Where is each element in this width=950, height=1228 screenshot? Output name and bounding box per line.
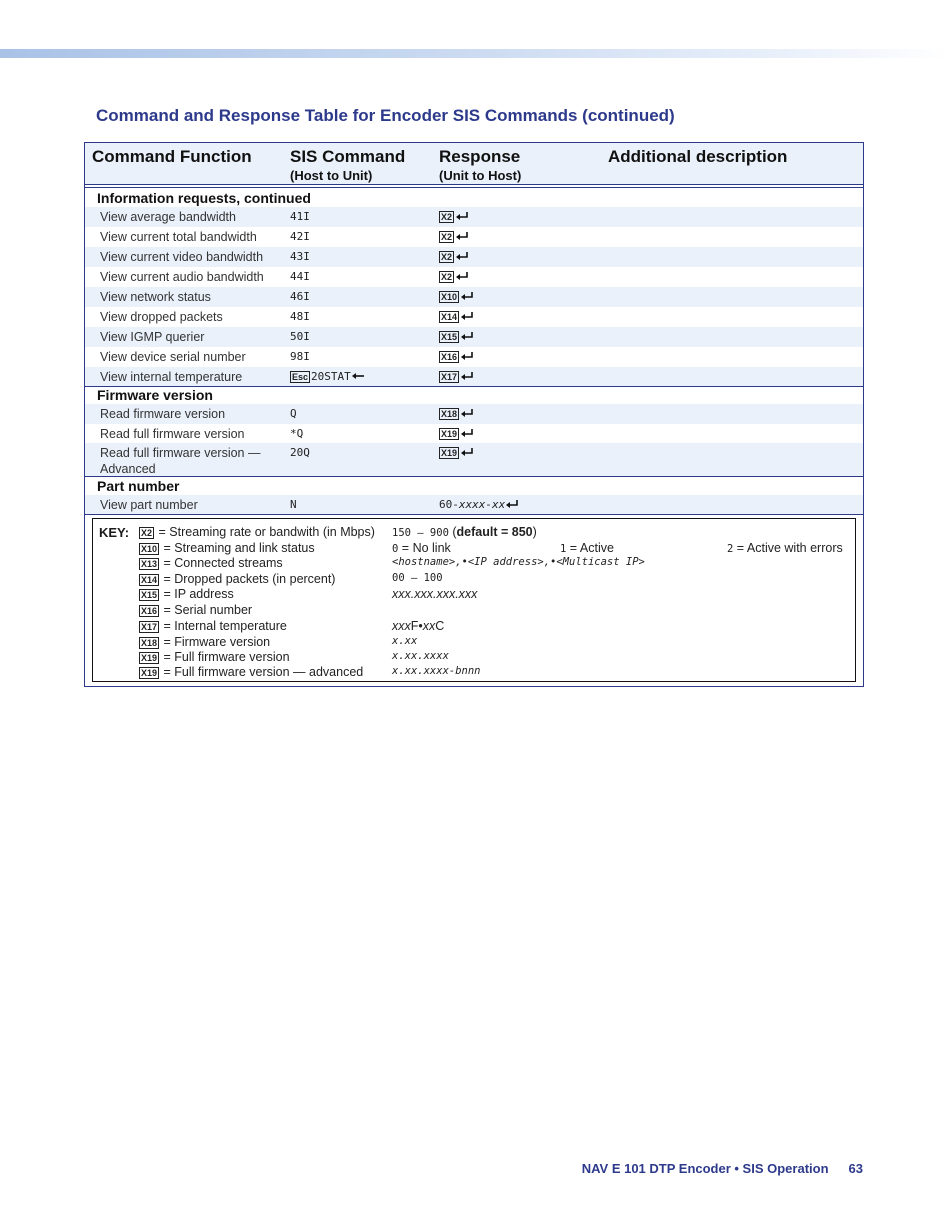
key-variable: [139, 556, 283, 570]
footer-text: NAV E 101 DTP Encoder • SIS Operation: [581, 1161, 829, 1176]
row-response: [439, 407, 474, 421]
row-command: 98I: [290, 350, 310, 363]
variable-box: X18: [441, 409, 458, 419]
header-description: Additional description: [608, 147, 788, 166]
variable-box: X15: [141, 589, 158, 600]
table-row: [85, 327, 863, 347]
row-command: N: [290, 498, 297, 511]
section-firmware: Firmware version: [97, 387, 213, 403]
key-value-part: xx: [422, 619, 436, 633]
row-command: 20Q: [290, 446, 310, 459]
row-response: [439, 350, 474, 364]
key-value: x.xx: [392, 635, 418, 647]
row-function: Read full firmware version: [100, 427, 245, 441]
key-value-part: F•: [410, 619, 423, 633]
key-variable: [139, 635, 270, 649]
row-command: 48I: [290, 310, 310, 323]
return-arrow-icon: [460, 331, 474, 344]
row-command: 46I: [290, 290, 310, 303]
table-row: [85, 247, 863, 267]
table-row: [85, 267, 863, 287]
key-value-paren: (: [448, 525, 457, 539]
part-number-prefix: 60-: [439, 498, 459, 511]
key-legend: [92, 518, 856, 682]
key-value-code: 2: [727, 543, 734, 555]
row-command: 41I: [290, 210, 310, 223]
header-command: SIS Command: [290, 147, 406, 166]
variable-box: X10: [141, 543, 158, 554]
row-command: 50I: [290, 330, 310, 343]
variable-box: X19: [141, 667, 158, 678]
row-command: 43I: [290, 250, 310, 263]
key-value-range: 150 — 900: [392, 527, 449, 539]
variable-box: X2: [441, 212, 453, 222]
key-row: [93, 587, 853, 603]
key-value: xxx.xxx.xxx.xxx: [392, 587, 478, 601]
key-row: [93, 619, 853, 635]
row-command: Q: [290, 407, 297, 420]
key-value: [392, 541, 451, 555]
row-function: View IGMP querier: [100, 330, 205, 344]
variable-box: X17: [141, 621, 158, 632]
row-response: [439, 290, 474, 304]
key-row: [93, 650, 853, 666]
key-variable: [139, 572, 335, 586]
row-function: View current total bandwidth: [100, 230, 257, 244]
header-response: Response: [439, 147, 521, 166]
table-row: [85, 307, 863, 327]
key-row: [93, 541, 853, 557]
section-rule: [85, 476, 863, 477]
table-row: [85, 443, 863, 476]
command-table: [84, 142, 864, 687]
command-text: 20STAT: [311, 370, 351, 383]
variable-box: X18: [141, 637, 158, 648]
key-description: = Dropped packets (in percent): [163, 572, 336, 586]
key-value-part: C: [435, 619, 445, 633]
page-title: Command and Response Table for Encoder SIS Commands (continued): [96, 106, 675, 125]
key-row: [93, 635, 853, 651]
variable-box: X19: [141, 652, 158, 663]
header-command-sub: (Host to Unit): [290, 168, 373, 183]
table-row: [85, 347, 863, 367]
key-variable: [139, 603, 252, 617]
key-value-code: 0: [392, 543, 399, 555]
table-header: [85, 143, 863, 185]
return-arrow-icon: [460, 291, 474, 304]
key-row: [93, 603, 853, 619]
table-row: [85, 424, 863, 443]
return-arrow-icon: [455, 271, 469, 284]
row-function-line2: Advanced: [100, 462, 156, 476]
variable-box: X17: [441, 372, 458, 382]
variable-box: X2: [441, 252, 453, 262]
key-variable: [139, 541, 315, 555]
table-row: [85, 227, 863, 247]
part-number-suffix: xxxx-xx: [458, 498, 506, 511]
key-variable: [139, 665, 363, 679]
row-function: View current audio bandwidth: [100, 270, 264, 284]
return-arrow-icon: [460, 371, 474, 384]
row-command: [290, 370, 365, 384]
key-value: [727, 541, 843, 555]
key-value: [392, 619, 444, 633]
row-function: View current video bandwidth: [100, 250, 264, 264]
return-arrow-icon: [505, 499, 519, 512]
row-function: View average bandwidth: [100, 210, 236, 224]
key-value-part: xxx: [392, 619, 411, 633]
variable-box: X14: [441, 312, 458, 322]
row-response: [439, 210, 469, 224]
key-variable: [139, 525, 375, 539]
page-number: 63: [848, 1161, 863, 1176]
table-row: [85, 287, 863, 307]
row-function: [100, 445, 260, 477]
row-function: View internal temperature: [100, 370, 243, 384]
return-arrow-icon: [460, 408, 474, 421]
key-value: 00 — 100: [392, 572, 443, 584]
row-function: View dropped packets: [100, 310, 223, 324]
return-arrow-icon: [455, 251, 469, 264]
key-value-text: = Active: [566, 541, 614, 555]
key-description: = IP address: [163, 587, 234, 601]
key-value: [392, 525, 537, 539]
row-response: [439, 370, 474, 384]
key-value-default: default = 850: [456, 525, 533, 539]
row-response: [439, 270, 469, 284]
key-row: [93, 665, 853, 681]
variable-box: X14: [141, 574, 158, 585]
key-description: = Connected streams: [163, 556, 283, 570]
key-row: [93, 556, 853, 572]
key-value: x.xx.xxxx-bnnn: [392, 665, 481, 677]
row-response: [439, 310, 474, 324]
row-response: [439, 498, 519, 512]
variable-box: X10: [441, 292, 458, 302]
variable-box: X16: [441, 352, 458, 362]
row-response: [439, 230, 469, 244]
key-value: [560, 541, 614, 555]
left-arrow-icon: [351, 371, 365, 384]
row-command: 44I: [290, 270, 310, 283]
key-variable: [139, 619, 287, 633]
key-value-paren: ): [532, 525, 537, 539]
row-function-line1: Read full firmware version —: [100, 446, 261, 460]
return-arrow-icon: [460, 351, 474, 364]
row-command: *Q: [290, 427, 304, 440]
key-value-text: = No link: [398, 541, 451, 555]
variable-box: X13: [141, 558, 158, 569]
table-row: [85, 495, 863, 514]
header-band: [0, 49, 950, 58]
header-response-sub: (Unit to Host): [439, 168, 522, 183]
key-description: = Internal temperature: [163, 619, 287, 633]
header-function: Command Function: [92, 147, 252, 166]
row-response: [439, 330, 474, 344]
variable-box: X2: [441, 272, 453, 282]
return-arrow-icon: [460, 311, 474, 324]
table-row: [85, 367, 863, 386]
key-description: = Serial number: [163, 603, 253, 617]
row-function: Read firmware version: [100, 407, 226, 421]
key-value: <hostname>,•<IP address>,•<Multicast IP>: [392, 556, 645, 568]
table-row: [85, 207, 863, 227]
row-command: 42I: [290, 230, 310, 243]
section-info-requests: Information requests, continued: [97, 190, 311, 206]
key-value-text: = Active with errors: [733, 541, 843, 555]
return-arrow-icon: [460, 428, 474, 441]
key-value-code: 1: [560, 543, 567, 555]
variable-box: X16: [141, 605, 158, 616]
page-footer: [582, 1161, 863, 1176]
row-function: View part number: [100, 498, 198, 512]
return-arrow-icon: [455, 211, 469, 224]
key-title: KEY:: [99, 525, 130, 540]
section-part-number: Part number: [97, 478, 180, 494]
variable-box: X19: [441, 448, 458, 458]
variable-box: X2: [441, 232, 453, 242]
escape-key-box: Esc: [292, 372, 309, 382]
table-row: [85, 404, 863, 424]
key-variable: [139, 587, 234, 601]
key-row: [93, 525, 853, 541]
row-response: [439, 250, 469, 264]
key-variable: [139, 650, 290, 664]
key-row: [93, 572, 853, 588]
variable-box: X19: [441, 429, 458, 439]
row-function: View device serial number: [100, 350, 246, 364]
key-description: = Streaming rate or bandwith (in Mbps): [158, 525, 375, 539]
key-value: x.xx.xxxx: [392, 650, 449, 662]
variable-box: X15: [441, 332, 458, 342]
section-rule: [85, 514, 863, 515]
return-arrow-icon: [460, 447, 474, 460]
row-response: [439, 427, 474, 441]
return-arrow-icon: [455, 231, 469, 244]
key-description: = Firmware version: [163, 635, 271, 649]
row-response: [439, 446, 474, 460]
key-description: = Full firmware version: [163, 650, 290, 664]
key-description: = Full firmware version — advanced: [163, 665, 364, 679]
header-rule: [85, 187, 863, 188]
variable-box: X2: [141, 527, 153, 538]
row-function: View network status: [100, 290, 211, 304]
key-description: = Streaming and link status: [163, 541, 315, 555]
